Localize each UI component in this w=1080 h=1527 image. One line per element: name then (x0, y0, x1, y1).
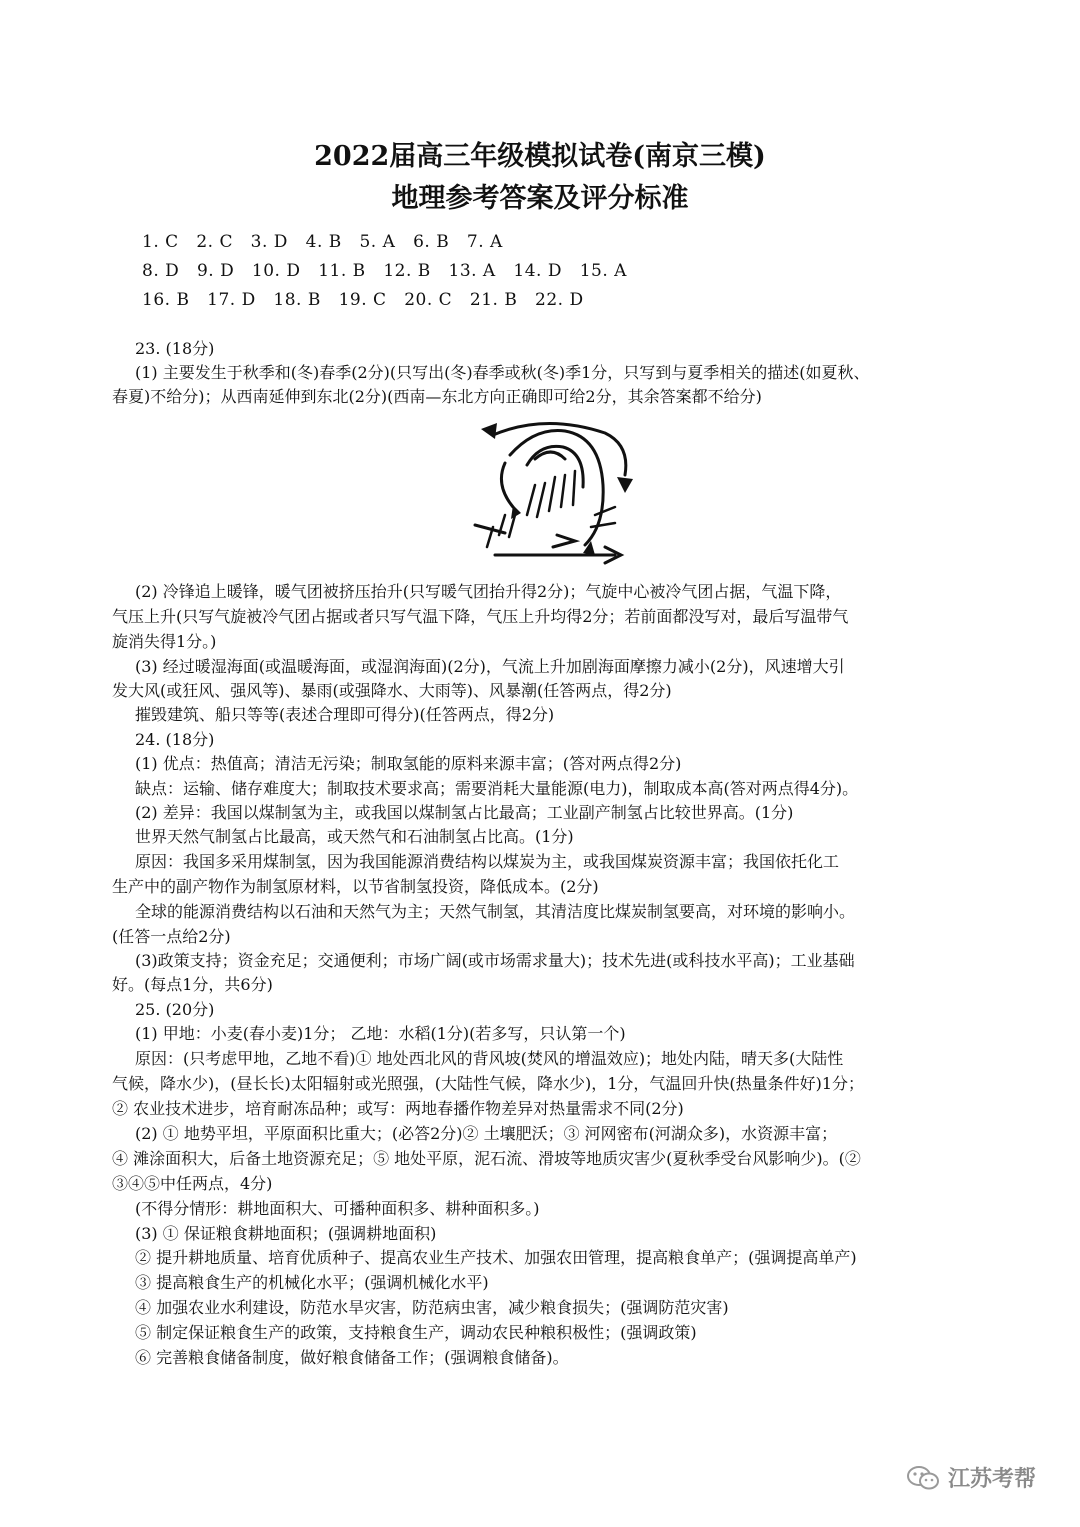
q23-p2-line: (2) 冷锋追上暖锋，暖气团被挤压抬升(只写暖气团抬升得2分)；气旋中心被冷气团占据，气温下降， (135, 582, 842, 601)
choice-answers-row-2: 8. D 9. D 10. D 11. B 12. B 13. A 14. D 15. A (142, 261, 627, 281)
q25-heading: 25. (20分) (135, 1000, 215, 1019)
q25-line: (2) ① 地势平坦，平原面积比重大；(必答2分)② 土壤肥沃；③ 河网密布(河湖众多)，水资源丰富； (135, 1124, 838, 1143)
q24-line: 原因：我国多采用煤制氢，因为我国能源消费结构以煤炭为主，或我国煤炭资源丰富；我国依托化工 (135, 852, 840, 871)
page-subtitle: 地理参考答案及评分标准 (391, 183, 689, 214)
q25-line: ④ 加强农业水利建设，防范水旱灾害，防范病虫害，减少粮食损失；(强调防范灾害) (135, 1298, 729, 1317)
q25-line: ⑥ 完善粮食储备制度，做好粮食储备工作；(强调粮食储备)。 (135, 1348, 569, 1367)
q23-p1-line: (1) 主要发生于秋季和(冬)春季(2分)(只写出(冬)春季或秋(冬)季1分，只写到与夏季相关的描述(如夏秋、 (135, 363, 870, 382)
q23-p3-line: 摧毁建筑、船只等等(表述合理即可得分)(任答两点，得2分) (135, 705, 555, 724)
q25-line: ③ 提高粮食生产的机械化水平；(强调机械化水平) (135, 1273, 489, 1292)
q25-line: ③④⑤中任两点，4分) (112, 1174, 273, 1193)
q24-line: (3)政策支持；资金充足；交通便利；市场广阔(或市场需求量大)；技术先进(或科技水平高)；工业基础 (135, 951, 855, 970)
q24-line: (任答一点给2分) (112, 927, 231, 946)
q24-line: 世界天然气制氢占比最高，或天然气和石油制氢占比高。(1分) (135, 827, 574, 846)
q24-line: (2) 差异：我国以煤制氢为主，或我国以煤制氢占比最高；工业副产制氢占比较世界高。(1分) (135, 803, 794, 822)
watermark-text: 江苏考帮 (948, 1467, 1037, 1492)
q25-line: 气候，降水少)，(昼长长)太阳辐射或光照强，(大陆性气候，降水少)，1分，气温回升快(热量条件好)1分； (112, 1074, 865, 1093)
choice-answers-row-3: 16. B 17. D 18. B 19. C 20. C 21. B 22. D (142, 290, 584, 310)
q25-line: ② 农业技术进步，培育耐冻品种；或写：两地春播作物差异对热量需求不同(2分) (112, 1099, 684, 1118)
q25-line: (1) 甲地：小麦(春小麦)1分； 乙地：水稻(1分)(若多写，只认第一个) (135, 1024, 626, 1043)
page-title: 2022届高三年级模拟试卷(南京三模) (314, 141, 766, 172)
q25-line: (3) ① 保证粮食耕地面积；(强调耕地面积) (135, 1224, 437, 1243)
q23-p2-line: 旋消失得1分。) (112, 632, 217, 651)
q25-line: ④ 滩涂面积大，后备土地资源充足；⑤ 地处平原，泥石流、滑坡等地质灾害少(夏秋季受台风影响少)。(② (112, 1149, 861, 1168)
q23-p2-line: 气压上升(只写气旋被冷气团占据或者只写气温下降，气压上升均得2分；若前面都没写对，最后写温带气 (112, 607, 849, 626)
watermark (906, 1462, 1036, 1493)
q25-line: ⑤ 制定保证粮食生产的政策，支持粮食生产，调动农民种粮积极性；(强调政策) (135, 1323, 697, 1342)
q24-line: 全球的能源消费结构以石油和天然气为主；天然气制氢，其清洁度比煤炭制氢要高，对环境的影响小。 (135, 902, 856, 921)
q24-heading: 24. (18分) (135, 730, 215, 749)
q23-p3-line: (3) 经过暖湿海面(或温暖海面，或湿润海面)(2分)，气流上升加剧海面摩擦力减小(2分)，风速增大引 (135, 657, 845, 676)
choice-answers-row-1: 1. C 2. C 3. D 4. B 5. A 6. B 7. A (142, 232, 503, 252)
q23-p1-line: 春夏)不给分)；从西南延伸到东北(2分)(西南—东北方向正确即可给2分，其余答案都不给分) (112, 387, 762, 406)
q25-line: ② 提升耕地质量、培育优质种子、提高农业生产技术、加强农田管理，提高粮食单产；(强调提高单产) (135, 1248, 857, 1267)
q24-line: 好。(每点1分，共6分) (112, 975, 273, 994)
q23-heading: 23. (18分) (135, 339, 215, 358)
q24-line: 生产中的副产物作为制氢原材料，以节省制氢投资，降低成本。(2分) (112, 877, 599, 896)
q25-line: (不得分情形：耕地面积大、可播种面积多、耕种面积多。) (135, 1199, 540, 1218)
q24-line: 缺点：运输、储存难度大；制取技术要求高；需要消耗大量能源(电力)，制取成本高(答对两点得4分)。 (135, 779, 859, 798)
q23-p3-line: 发大风(或狂风、强风等)、暴雨(或强降水、大雨等)、风暴潮(任答两点，得2分) (112, 681, 672, 700)
q25-line: 原因：(只考虑甲地，乙地不看)① 地处西北风的背风坡(焚风的增温效应)；地处内陆，晴天多(大陆性 (135, 1049, 844, 1068)
q24-line: (1) 优点：热值高；清洁无污染；制取氢能的原料来源丰富；(答对两点得2分) (135, 754, 682, 773)
cyclone-diagram (465, 415, 645, 575)
wechat-icon (906, 1464, 940, 1492)
